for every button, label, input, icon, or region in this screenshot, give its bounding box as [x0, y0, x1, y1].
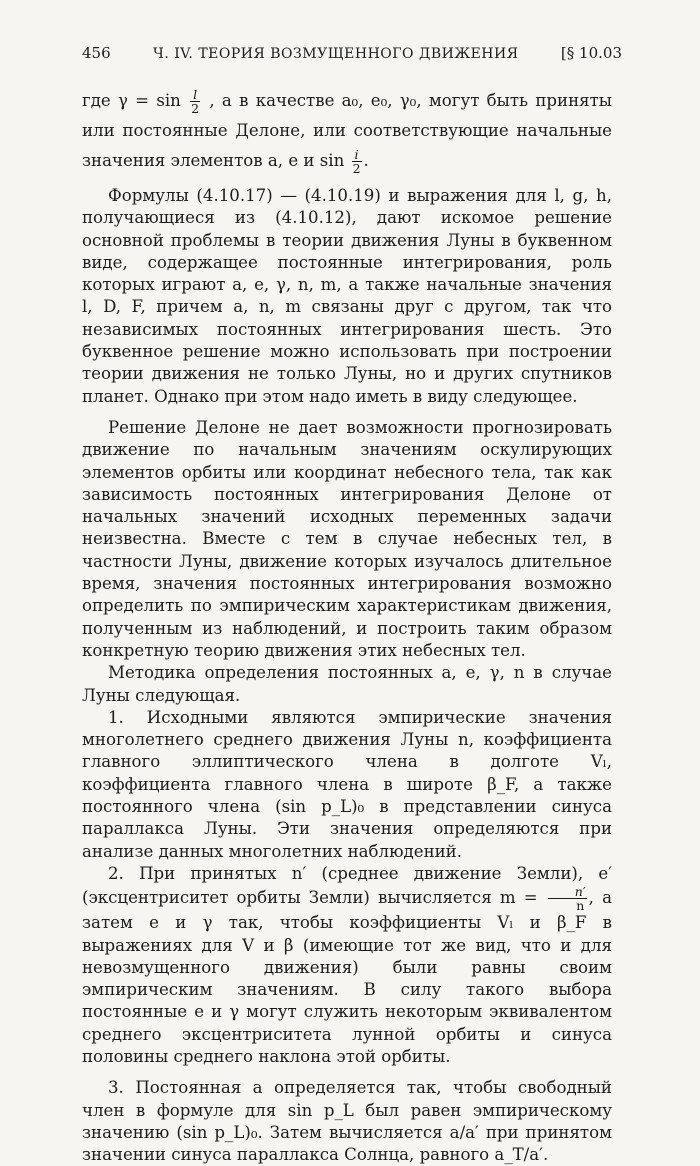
page-body [82, 86, 612, 1166]
frac-denominator: 2 [191, 101, 200, 116]
paragraph-7: 3. Постоянная a определяется так, чтобы свободный член в формуле для sin p_L был равен эмпирическому значению (sin p_L)₀. Затем вычисляется a/a′ при принятом значении синуса параллакса Солнца, равного a_T/a′. [82, 1078, 612, 1165]
frac-denominator: n [576, 898, 585, 914]
p6-text-a: 2. При принятых n′ (среднее движение Земли), e′ (эксцентриситет орбиты Земли) вычисляется m = [82, 863, 612, 908]
paragraph-3: Решение Делоне не дает возможности прогнозировать движение по начальным значениям оскулирующих элементов орбиты или координат небесного тела, так как зависимость постоянных интегрирования Делоне от начальных значений исходных переменных задачи неизвестна. Вместе с тем в случае небесных тел, в частности Луны, движение которых изучалось длительное время, значения постоянных интегрирования возможно определить по эмпирическим характеристикам движения, полученным из наблюдений, и построить таким образом конкретную теорию движения этих небесных тел. [82, 417, 612, 660]
frac-numerator: i [352, 148, 362, 162]
p6-text-b: , а затем e и γ так, чтобы коэффициенты Vₗ и β_F в выражениях для V и β (имеющие тот же вид, что и для невозмущенного движения) были равны своим эмпирическим значениям. В силу такого выбора постоянные e и γ могут служить некоторым эквивалентом среднего эксцентриситета лунной орбиты и синуса половины среднего наклона этой орбиты. [82, 888, 612, 1066]
paragraph-6 [82, 863, 612, 1068]
frac-numerator: n′ [548, 885, 587, 899]
frac-denominator: 2 [352, 161, 361, 176]
section-number: [§ 10.03 [560, 44, 622, 62]
fraction-l-over-2 [190, 88, 200, 115]
p1-text-b: , а в качестве a₀, e₀, γ₀, могут быть приняты или постоянные Делоне, или соответствующие начальные значения элементов a, e и sin [82, 91, 613, 170]
p1-text-a: где γ = sin [82, 91, 181, 110]
paragraph-1 [82, 86, 612, 176]
frac-numerator: l [190, 88, 200, 102]
chapter-title: Ч. IV. ТЕОРИЯ ВОЗМУЩЕННОГО ДВИЖЕНИЯ [153, 46, 519, 62]
page-number: 456 [82, 44, 111, 62]
paragraph-4: Методика определения постоянных a, e, γ, n в случае Луны следующая. [82, 663, 612, 705]
paragraph-5: 1. Исходными являются эмпирические значения многолетнего среднего движения Луны n, коэффициента главного эллиптического члена в долготе Vₗ, коэффициента главного члена в широте β_F, а также постоянного члена (sin p_L)₀ в представлении синуса параллакса Луны. Эти значения определяются при анализе данных многолетних наблюдений. [82, 707, 612, 861]
fraction-i-over-2 [352, 148, 362, 175]
p1-text-c: . [363, 151, 369, 170]
paragraph-2: Формулы (4.10.17) — (4.10.19) и выражения для l, g, h, получающиеся из (4.10.12), дают искомое решение основной проблемы в теории движения Луны в буквенном виде, содержащее постоянные интегрирования, роль которых играют a, e, γ, n, m, а также начальные значения l, D, F, причем a, n, m связаны друг с другом, так что независимых постоянных интегрирования шесть. Это буквенное решение можно использовать при построении теории движения не только Луны, но и других спутников планет. Однако при этом надо иметь в виду следующее. [82, 186, 612, 406]
fraction-n-prime-over-n [548, 885, 587, 912]
running-header [82, 44, 622, 64]
